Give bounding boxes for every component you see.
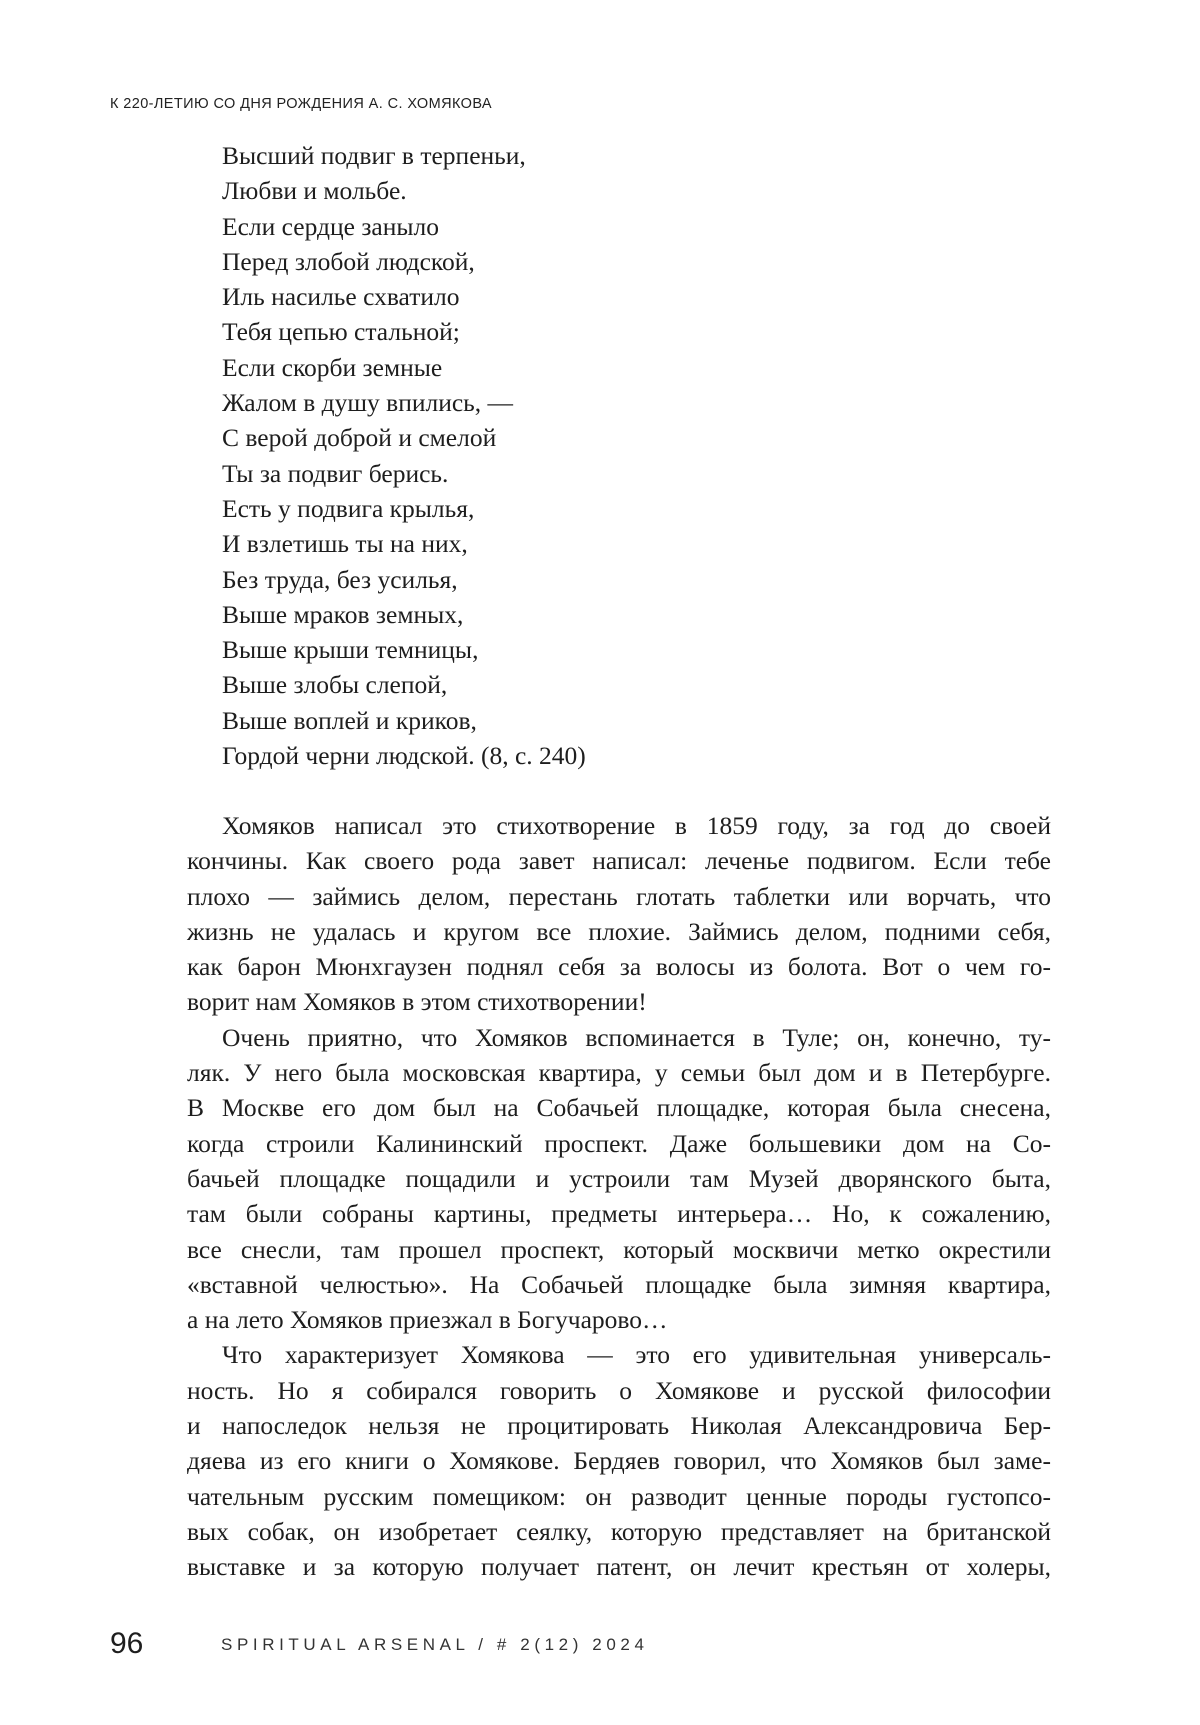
journal-title: SPIRITUAL ARSENAL / # 2(12) 2024 bbox=[221, 1635, 649, 1654]
poem-line: Выше крыши темницы, bbox=[222, 635, 479, 665]
poem-line: Выше мраков земных, bbox=[222, 599, 464, 629]
text-line: Хомяков написал это стихотворение в 1859 году, за год до своей bbox=[222, 811, 1051, 840]
text-line: там были собраны картины, предметы интерьера… Но, к сожалению, bbox=[187, 1199, 1051, 1229]
text-line: выставке и за которую получает патент, он лечит крестьян от холеры, bbox=[187, 1552, 1051, 1582]
text-line: как барон Мюнхгаузен поднял себя за волосы из болота. Вот о чем го- bbox=[187, 952, 1051, 982]
poem-line: Перед злобой людской, bbox=[222, 246, 475, 276]
text-line: жизнь не удалась и кругом все плохие. Займись делом, подними себя, bbox=[187, 916, 1051, 946]
text-line: ворит нам Хомяков в этом стихотворении! bbox=[187, 987, 647, 1017]
text-line: бачьей площадке пощадили и устроили там Музей дворянского быта, bbox=[187, 1163, 1051, 1193]
text-line: ность. Но я собирался говорить о Хомякове и русской философии bbox=[187, 1375, 1051, 1405]
poem-line: И взлетишь ты на них, bbox=[222, 529, 468, 559]
page-footer bbox=[110, 1627, 1110, 1667]
paragraph bbox=[187, 1020, 1051, 1338]
poem-line: Ты за подвиг берись. bbox=[222, 458, 449, 488]
poem-line: Жалом в душу впились, — bbox=[222, 388, 514, 418]
poem-line: Тебя цепью стальной; bbox=[222, 317, 460, 347]
text-line: все снесли, там прошел проспект, который москвичи метко окрестили bbox=[187, 1234, 1051, 1264]
text-line: «вставной челюстью». На Собачьей площадке была зимняя квартира, bbox=[187, 1269, 1051, 1299]
poem-line: Если скорби земные bbox=[222, 352, 443, 382]
poem-line: Любви и мольбе. bbox=[222, 176, 407, 206]
text-line: Что характеризует Хомякова — это его удивительная универсаль- bbox=[222, 1340, 1051, 1370]
poem-line: Выше воплей и криков, bbox=[222, 705, 477, 735]
text-line: кончины. Как своего рода завет написал: леченье подвигом. Если тебе bbox=[187, 846, 1051, 876]
text-line: вых собак, он изобретает сеялку, которую представляет на британской bbox=[187, 1516, 1051, 1546]
text-line: ляк. У него была московская квартира, у семьи был дом и в Петербурге. bbox=[187, 1058, 1051, 1088]
running-head: К 220-ЛЕТИЮ СО ДНЯ РОЖДЕНИЯ А. С. ХОМЯКОВА bbox=[110, 96, 492, 112]
text-line: и напоследок нельзя не процитировать Николая Александровича Бер- bbox=[187, 1411, 1051, 1441]
page-number: 96 bbox=[110, 1627, 144, 1660]
poem-line: Высший подвиг в терпеньи, bbox=[222, 141, 526, 170]
poem-line: Иль насилье схватило bbox=[222, 282, 460, 312]
text-line: дяева из его книги о Хомякове. Бердяев говорил, что Хомяков был заме- bbox=[187, 1446, 1051, 1476]
poem-line: Если сердце заныло bbox=[222, 211, 439, 241]
text-line: плохо — займись делом, перестань глотать таблетки или ворчать, что bbox=[187, 881, 1051, 911]
text-line: чательным русским помещиком: он разводит ценные породы густопсо- bbox=[187, 1481, 1051, 1511]
paragraph bbox=[187, 1337, 1051, 1584]
text-line: когда строили Калининский проспект. Даже большевики дом на Со- bbox=[187, 1128, 1051, 1158]
poem-line: С верой доброй и смелой bbox=[222, 423, 497, 453]
text-line: Очень приятно, что Хомяков вспоминается в Туле; он, конечно, ту- bbox=[222, 1022, 1051, 1052]
paragraph bbox=[187, 808, 1051, 1020]
text-line: В Москве его дом был на Собачьей площадке, которая была снесена, bbox=[187, 1093, 1051, 1123]
poem-line: Гордой черни людской. (8, с. 240) bbox=[222, 741, 586, 771]
text-line: а на лето Хомяков приезжал в Богучарово… bbox=[187, 1305, 668, 1335]
poem-line: Выше злобы слепой, bbox=[222, 670, 448, 700]
poem bbox=[222, 138, 586, 773]
poem-line: Есть у подвига крылья, bbox=[222, 493, 475, 523]
poem-line: Без труда, без усилья, bbox=[222, 564, 458, 594]
body-text bbox=[187, 808, 1051, 1585]
